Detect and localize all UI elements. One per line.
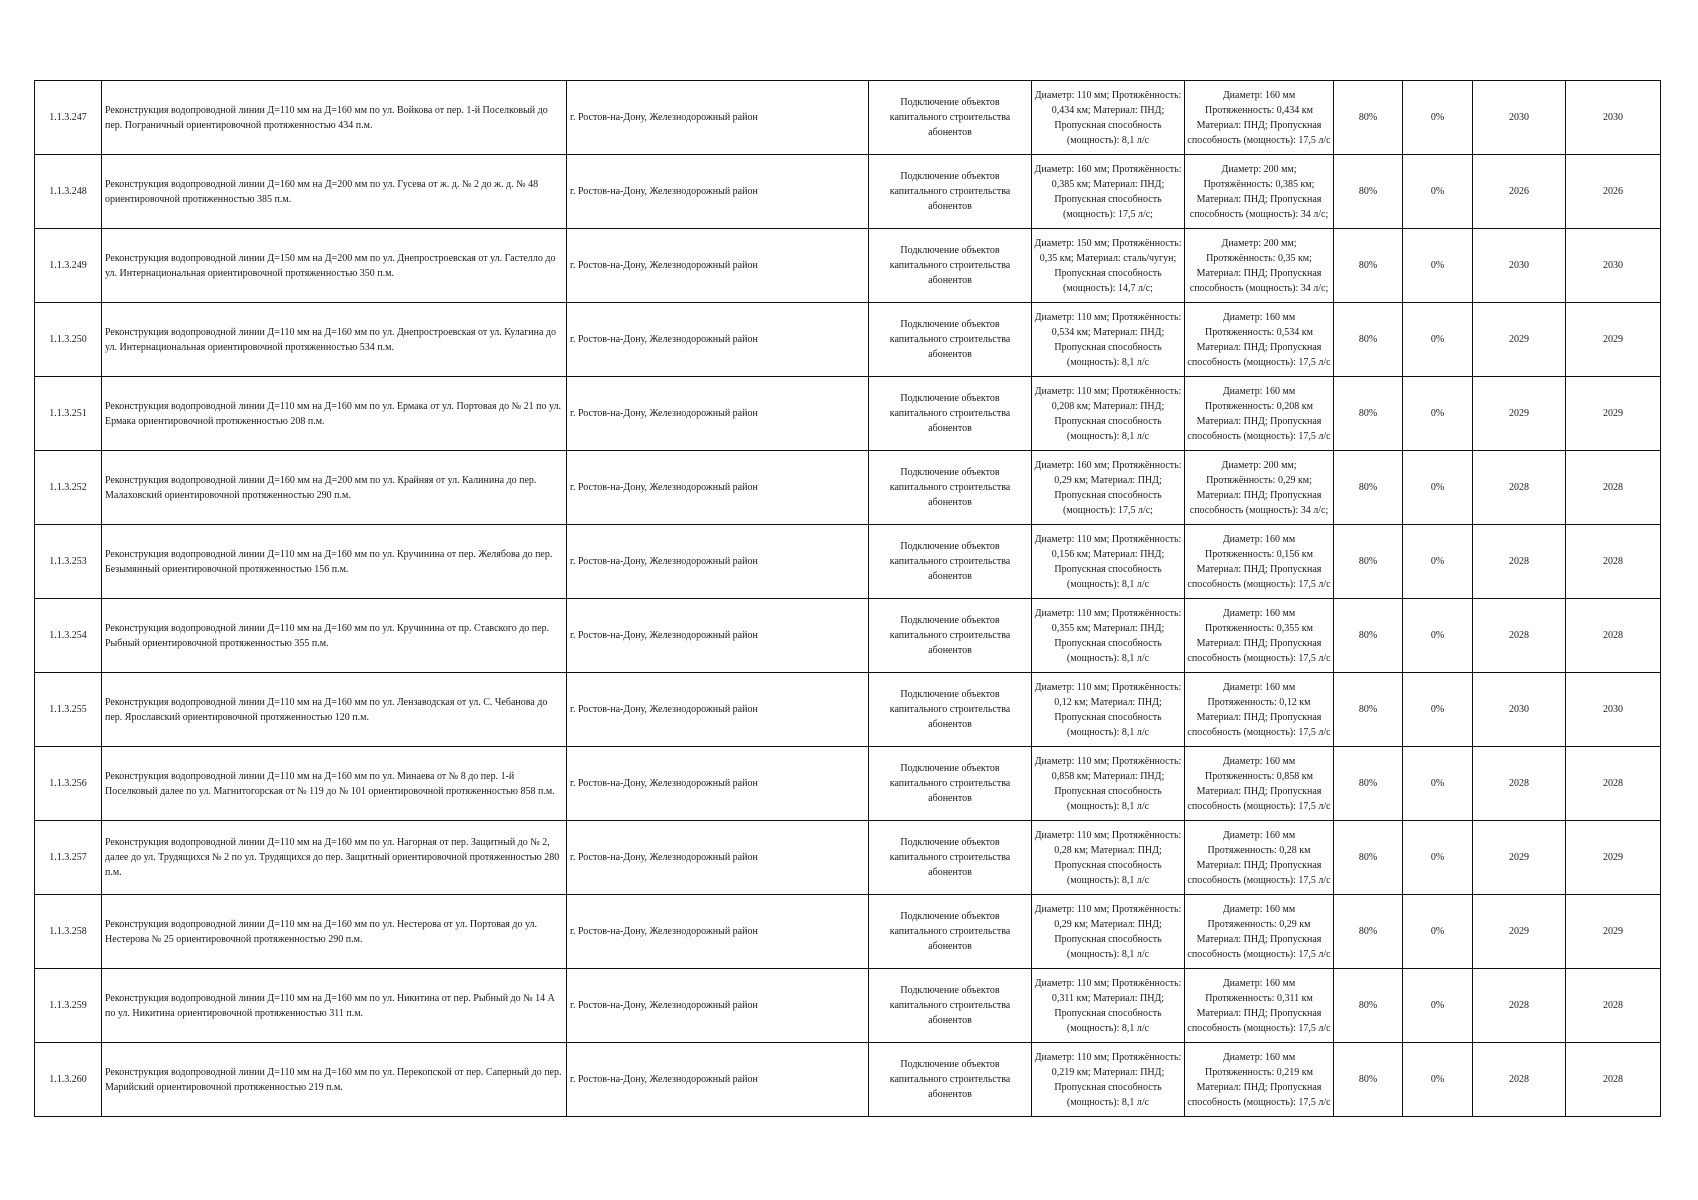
- wear-after-percent: 0%: [1403, 525, 1473, 599]
- end-year: 2028: [1566, 451, 1661, 525]
- end-year: 2029: [1566, 821, 1661, 895]
- specs-after: Диаметр: 160 мм Протяженность: 0,28 км Материал: ПНД; Пропускная способность (мощность): 17,5 л/с: [1185, 821, 1334, 895]
- item-number: 1.1.3.260: [35, 1043, 102, 1117]
- table-row: [35, 821, 1661, 895]
- wear-percent: 80%: [1334, 1043, 1403, 1117]
- wear-percent: 80%: [1334, 895, 1403, 969]
- wear-percent: 80%: [1334, 155, 1403, 229]
- project-location: г. Ростов-на-Дону, Железнодорожный район: [567, 895, 869, 969]
- start-year: 2028: [1473, 451, 1566, 525]
- project-name: Реконструкция водопроводной линии Д=110 мм на Д=160 мм по ул. Кручинина от пер. Желябова до пер. Безымянный ориентировочной протяженностью 156 п.м.: [102, 525, 567, 599]
- item-number: 1.1.3.251: [35, 377, 102, 451]
- end-year: 2028: [1566, 747, 1661, 821]
- table-row: [35, 155, 1661, 229]
- start-year: 2029: [1473, 377, 1566, 451]
- project-location: г. Ростов-на-Дону, Железнодорожный район: [567, 1043, 869, 1117]
- wear-after-percent: 0%: [1403, 821, 1473, 895]
- end-year: 2030: [1566, 673, 1661, 747]
- wear-percent: 80%: [1334, 377, 1403, 451]
- start-year: 2029: [1473, 821, 1566, 895]
- wear-percent: 80%: [1334, 969, 1403, 1043]
- specs-before: Диаметр: 110 мм; Протяжённость: 0,434 км; Материал: ПНД; Пропускная способность (мощность): 8,1 л/с: [1032, 81, 1185, 155]
- specs-after: Диаметр: 200 мм; Протяжённость: 0,29 км; Материал: ПНД; Пропускная способность (мощность): 34 л/с;: [1185, 451, 1334, 525]
- specs-after: Диаметр: 160 мм Протяженность: 0,29 км Материал: ПНД; Пропускная способность (мощность): 17,5 л/с: [1185, 895, 1334, 969]
- project-location: г. Ростов-на-Дону, Железнодорожный район: [567, 229, 869, 303]
- project-location: г. Ростов-на-Дону, Железнодорожный район: [567, 451, 869, 525]
- project-purpose: Подключение объектов капитального строительства абонентов: [869, 525, 1032, 599]
- end-year: 2026: [1566, 155, 1661, 229]
- wear-percent: 80%: [1334, 673, 1403, 747]
- end-year: 2029: [1566, 303, 1661, 377]
- project-purpose: Подключение объектов капитального строительства абонентов: [869, 895, 1032, 969]
- item-number: 1.1.3.258: [35, 895, 102, 969]
- specs-before: Диаметр: 110 мм; Протяжённость: 0,355 км; Материал: ПНД; Пропускная способность (мощность): 8,1 л/с: [1032, 599, 1185, 673]
- end-year: 2028: [1566, 525, 1661, 599]
- wear-after-percent: 0%: [1403, 599, 1473, 673]
- end-year: 2029: [1566, 895, 1661, 969]
- wear-percent: 80%: [1334, 821, 1403, 895]
- wear-after-percent: 0%: [1403, 747, 1473, 821]
- specs-after: Диаметр: 160 мм Протяженность: 0,434 км Материал: ПНД; Пропускная способность (мощность): 17,5 л/с: [1185, 81, 1334, 155]
- start-year: 2028: [1473, 1043, 1566, 1117]
- start-year: 2030: [1473, 673, 1566, 747]
- project-location: г. Ростов-на-Дону, Железнодорожный район: [567, 303, 869, 377]
- table-row: [35, 451, 1661, 525]
- start-year: 2028: [1473, 969, 1566, 1043]
- specs-before: Диаметр: 110 мм; Протяжённость: 0,311 км; Материал: ПНД; Пропускная способность (мощность): 8,1 л/с: [1032, 969, 1185, 1043]
- end-year: 2028: [1566, 1043, 1661, 1117]
- project-purpose: Подключение объектов капитального строительства абонентов: [869, 747, 1032, 821]
- table-row: [35, 673, 1661, 747]
- specs-before: Диаметр: 160 мм; Протяжённость: 0,385 км; Материал: ПНД; Пропускная способность (мощность): 17,5 л/с;: [1032, 155, 1185, 229]
- project-location: г. Ростов-на-Дону, Железнодорожный район: [567, 81, 869, 155]
- end-year: 2029: [1566, 377, 1661, 451]
- project-purpose: Подключение объектов капитального строительства абонентов: [869, 1043, 1032, 1117]
- table-row: [35, 525, 1661, 599]
- specs-after: Диаметр: 160 мм Протяженность: 0,534 км Материал: ПНД; Пропускная способность (мощность): 17,5 л/с: [1185, 303, 1334, 377]
- wear-after-percent: 0%: [1403, 303, 1473, 377]
- project-name: Реконструкция водопроводной линии Д=110 мм на Д=160 мм по ул. Перекопской от пер. Саперный до пер. Марийский ориентировочной протяженностью 219 п.м.: [102, 1043, 567, 1117]
- item-number: 1.1.3.257: [35, 821, 102, 895]
- item-number: 1.1.3.255: [35, 673, 102, 747]
- specs-after: Диаметр: 160 мм Протяженность: 0,156 км Материал: ПНД; Пропускная способность (мощность): 17,5 л/с: [1185, 525, 1334, 599]
- start-year: 2028: [1473, 525, 1566, 599]
- wear-after-percent: 0%: [1403, 673, 1473, 747]
- end-year: 2030: [1566, 81, 1661, 155]
- specs-before: Диаметр: 160 мм; Протяжённость: 0,29 км; Материал: ПНД; Пропускная способность (мощность): 17,5 л/с;: [1032, 451, 1185, 525]
- wear-percent: 80%: [1334, 599, 1403, 673]
- project-purpose: Подключение объектов капитального строительства абонентов: [869, 673, 1032, 747]
- wear-percent: 80%: [1334, 303, 1403, 377]
- project-location: г. Ростов-на-Дону, Железнодорожный район: [567, 525, 869, 599]
- wear-percent: 80%: [1334, 525, 1403, 599]
- wear-after-percent: 0%: [1403, 377, 1473, 451]
- project-location: г. Ростов-на-Дону, Железнодорожный район: [567, 155, 869, 229]
- project-name: Реконструкция водопроводной линии Д=110 мм на Д=160 мм по ул. Нагорная от пер. Защитный до № 2, далее до ул. Трудящихся № 2 по ул. Трудящихся до пер. Защитный ориентировочной протяженностью 280 п.м.: [102, 821, 567, 895]
- wear-percent: 80%: [1334, 451, 1403, 525]
- specs-before: Диаметр: 110 мм; Протяжённость: 0,858 км; Материал: ПНД; Пропускная способность (мощность): 8,1 л/с: [1032, 747, 1185, 821]
- table-row: [35, 303, 1661, 377]
- project-name: Реконструкция водопроводной линии Д=160 мм на Д=200 мм по ул. Крайняя от ул. Калинина до пер. Малаховский ориентировочной протяженностью 290 п.м.: [102, 451, 567, 525]
- item-number: 1.1.3.253: [35, 525, 102, 599]
- project-purpose: Подключение объектов капитального строительства абонентов: [869, 81, 1032, 155]
- end-year: 2028: [1566, 969, 1661, 1043]
- wear-after-percent: 0%: [1403, 451, 1473, 525]
- table-row: [35, 229, 1661, 303]
- project-name: Реконструкция водопроводной линии Д=110 мм на Д=160 мм по ул. Войкова от пер. 1-й Поселковый до пер. Пограничный ориентировочной протяженностью 434 п.м.: [102, 81, 567, 155]
- specs-before: Диаметр: 110 мм; Протяжённость: 0,208 км; Материал: ПНД; Пропускная способность (мощность): 8,1 л/с: [1032, 377, 1185, 451]
- table-row: [35, 377, 1661, 451]
- wear-after-percent: 0%: [1403, 229, 1473, 303]
- project-name: Реконструкция водопроводной линии Д=110 мм на Д=160 мм по ул. Ермака от ул. Портовая до № 21 по ул. Ермака ориентировочной протяженностью 208 п.м.: [102, 377, 567, 451]
- specs-before: Диаметр: 110 мм; Протяжённость: 0,219 км; Материал: ПНД; Пропускная способность (мощность): 8,1 л/с: [1032, 1043, 1185, 1117]
- start-year: 2028: [1473, 747, 1566, 821]
- table-row: [35, 81, 1661, 155]
- specs-after: Диаметр: 160 мм Протяженность: 0,311 км Материал: ПНД; Пропускная способность (мощность): 17,5 л/с: [1185, 969, 1334, 1043]
- wear-after-percent: 0%: [1403, 81, 1473, 155]
- investment-program-table: [34, 80, 1661, 1117]
- specs-after: Диаметр: 200 мм; Протяжённость: 0,385 км; Материал: ПНД; Пропускная способность (мощность): 34 л/с;: [1185, 155, 1334, 229]
- item-number: 1.1.3.248: [35, 155, 102, 229]
- item-number: 1.1.3.250: [35, 303, 102, 377]
- specs-after: Диаметр: 160 мм Протяженность: 0,12 км Материал: ПНД; Пропускная способность (мощность): 17,5 л/с: [1185, 673, 1334, 747]
- item-number: 1.1.3.254: [35, 599, 102, 673]
- specs-before: Диаметр: 110 мм; Протяжённость: 0,534 км; Материал: ПНД; Пропускная способность (мощность): 8,1 л/с: [1032, 303, 1185, 377]
- wear-after-percent: 0%: [1403, 895, 1473, 969]
- specs-after: Диаметр: 160 мм Протяженность: 0,858 км Материал: ПНД; Пропускная способность (мощность): 17,5 л/с: [1185, 747, 1334, 821]
- project-name: Реконструкция водопроводной линии Д=110 мм на Д=160 мм по ул. Минаева от № 8 до пер. 1-й Поселковый далее по ул. Магнитогорская от № 119 до № 101 ориентировочной протяженностью 858 п.м.: [102, 747, 567, 821]
- specs-before: Диаметр: 110 мм; Протяжённость: 0,29 км; Материал: ПНД; Пропускная способность (мощность): 8,1 л/с: [1032, 895, 1185, 969]
- project-location: г. Ростов-на-Дону, Железнодорожный район: [567, 747, 869, 821]
- specs-after: Диаметр: 160 мм Протяженность: 0,355 км Материал: ПНД; Пропускная способность (мощность): 17,5 л/с: [1185, 599, 1334, 673]
- wear-after-percent: 0%: [1403, 1043, 1473, 1117]
- start-year: 2026: [1473, 155, 1566, 229]
- item-number: 1.1.3.249: [35, 229, 102, 303]
- project-name: Реконструкция водопроводной линии Д=160 мм на Д=200 мм по ул. Гусева от ж. д. № 2 до ж. д. № 48 ориентировочной протяженностью 385 п.м.: [102, 155, 567, 229]
- item-number: 1.1.3.252: [35, 451, 102, 525]
- wear-after-percent: 0%: [1403, 969, 1473, 1043]
- start-year: 2029: [1473, 303, 1566, 377]
- project-location: г. Ростов-на-Дону, Железнодорожный район: [567, 377, 869, 451]
- project-name: Реконструкция водопроводной линии Д=110 мм на Д=160 мм по ул. Никитина от пер. Рыбный до № 14 А по ул. Никитина ориентировочной протяженностью 311 п.м.: [102, 969, 567, 1043]
- item-number: 1.1.3.247: [35, 81, 102, 155]
- wear-percent: 80%: [1334, 747, 1403, 821]
- project-purpose: Подключение объектов капитального строительства абонентов: [869, 377, 1032, 451]
- project-purpose: Подключение объектов капитального строительства абонентов: [869, 155, 1032, 229]
- table-row: [35, 1043, 1661, 1117]
- project-location: г. Ростов-на-Дону, Железнодорожный район: [567, 673, 869, 747]
- table-row: [35, 969, 1661, 1043]
- specs-after: Диаметр: 160 мм Протяженность: 0,208 км Материал: ПНД; Пропускная способность (мощность): 17,5 л/с: [1185, 377, 1334, 451]
- project-name: Реконструкция водопроводной линии Д=110 мм на Д=160 мм по ул. Днепростроевская от ул. Кулагина до ул. Интернациональная ориентировочной протяженностью 534 п.м.: [102, 303, 567, 377]
- start-year: 2029: [1473, 895, 1566, 969]
- wear-percent: 80%: [1334, 229, 1403, 303]
- specs-before: Диаметр: 150 мм; Протяжённость: 0,35 км; Материал: сталь/чугун; Пропускная способность (мощность): 14,7 л/с;: [1032, 229, 1185, 303]
- project-purpose: Подключение объектов капитального строительства абонентов: [869, 821, 1032, 895]
- project-purpose: Подключение объектов капитального строительства абонентов: [869, 451, 1032, 525]
- start-year: 2028: [1473, 599, 1566, 673]
- wear-after-percent: 0%: [1403, 155, 1473, 229]
- project-location: г. Ростов-на-Дону, Железнодорожный район: [567, 969, 869, 1043]
- project-location: г. Ростов-на-Дону, Железнодорожный район: [567, 599, 869, 673]
- project-name: Реконструкция водопроводной линии Д=150 мм на Д=200 мм по ул. Днепростроевская от ул. Гастелло до ул. Интернациональная ориентировочной протяженностью 350 п.м.: [102, 229, 567, 303]
- table-row: [35, 747, 1661, 821]
- end-year: 2030: [1566, 229, 1661, 303]
- specs-after: Диаметр: 200 мм; Протяжённость: 0,35 км; Материал: ПНД; Пропускная способность (мощность): 34 л/с;: [1185, 229, 1334, 303]
- project-name: Реконструкция водопроводной линии Д=110 мм на Д=160 мм по ул. Нестерова от ул. Портовая до ул. Нестерова № 25 ориентировочной протяженностью 290 п.м.: [102, 895, 567, 969]
- start-year: 2030: [1473, 81, 1566, 155]
- specs-before: Диаметр: 110 мм; Протяжённость: 0,12 км; Материал: ПНД; Пропускная способность (мощность): 8,1 л/с: [1032, 673, 1185, 747]
- project-purpose: Подключение объектов капитального строительства абонентов: [869, 969, 1032, 1043]
- start-year: 2030: [1473, 229, 1566, 303]
- specs-after: Диаметр: 160 мм Протяженность: 0,219 км Материал: ПНД; Пропускная способность (мощность): 17,5 л/с: [1185, 1043, 1334, 1117]
- project-name: Реконструкция водопроводной линии Д=110 мм на Д=160 мм по ул. Кручинина от пр. Ставского до пер. Рыбный ориентировочной протяженностью 355 п.м.: [102, 599, 567, 673]
- item-number: 1.1.3.259: [35, 969, 102, 1043]
- project-location: г. Ростов-на-Дону, Железнодорожный район: [567, 821, 869, 895]
- wear-percent: 80%: [1334, 81, 1403, 155]
- specs-before: Диаметр: 110 мм; Протяжённость: 0,156 км; Материал: ПНД; Пропускная способность (мощность): 8,1 л/с: [1032, 525, 1185, 599]
- project-purpose: Подключение объектов капитального строительства абонентов: [869, 229, 1032, 303]
- table-row: [35, 895, 1661, 969]
- item-number: 1.1.3.256: [35, 747, 102, 821]
- specs-before: Диаметр: 110 мм; Протяжённость: 0,28 км; Материал: ПНД; Пропускная способность (мощность): 8,1 л/с: [1032, 821, 1185, 895]
- project-purpose: Подключение объектов капитального строительства абонентов: [869, 303, 1032, 377]
- project-purpose: Подключение объектов капитального строительства абонентов: [869, 599, 1032, 673]
- project-name: Реконструкция водопроводной линии Д=110 мм на Д=160 мм по ул. Лензаводская от ул. С. Чебанова до пер. Ярославский ориентировочной протяженностью 120 п.м.: [102, 673, 567, 747]
- table-row: [35, 599, 1661, 673]
- end-year: 2028: [1566, 599, 1661, 673]
